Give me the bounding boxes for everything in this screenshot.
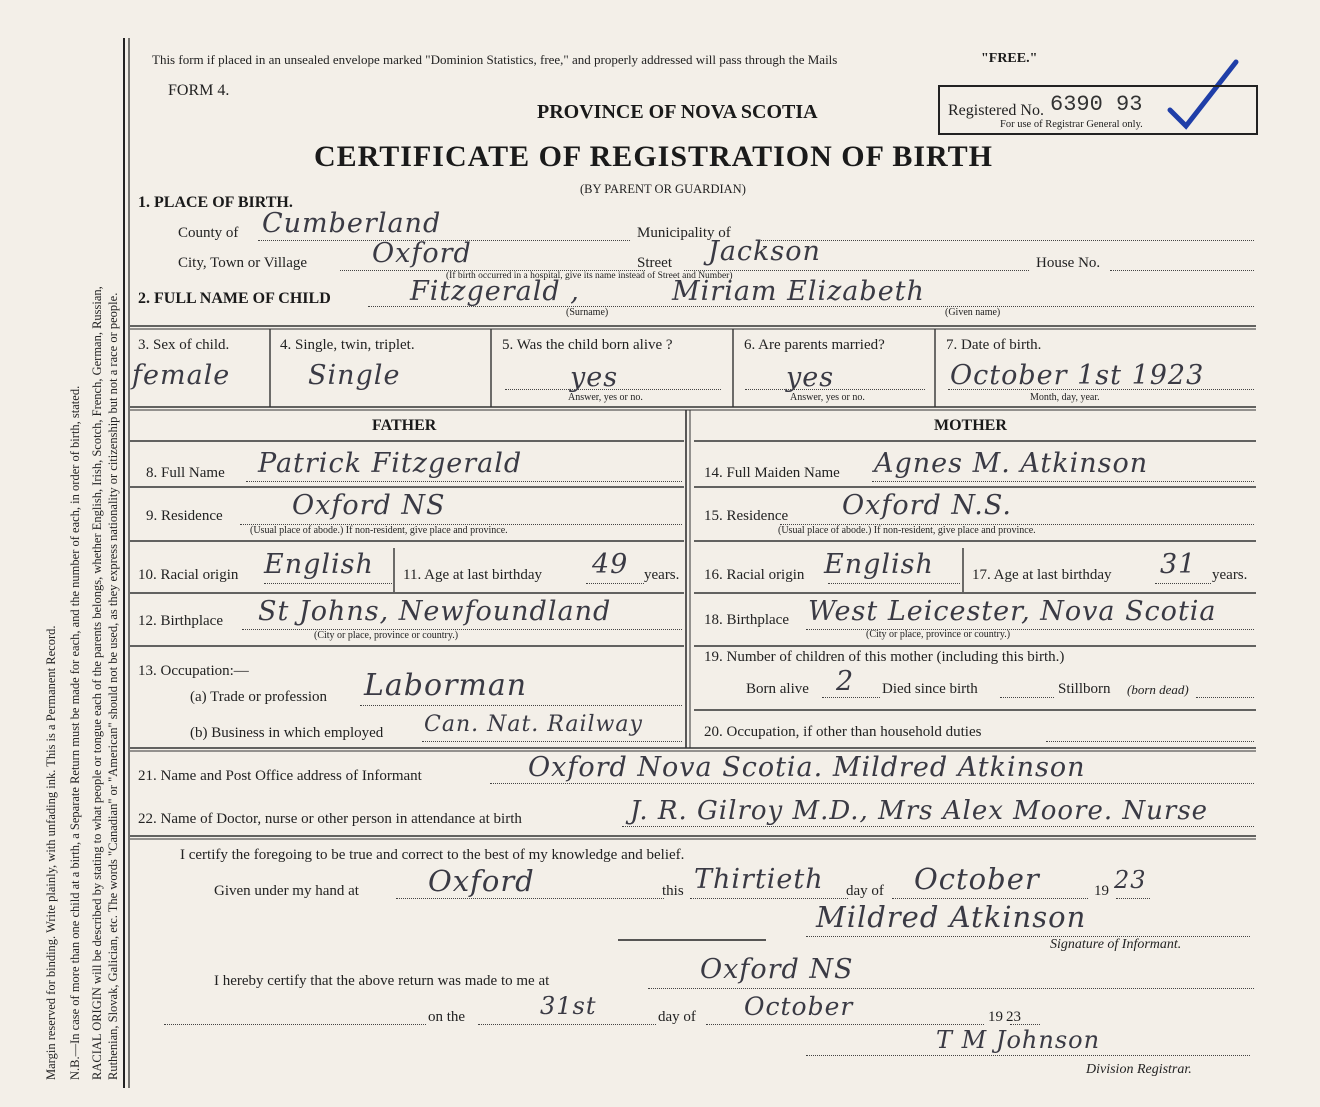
dob-caption: Month, day, year. xyxy=(1030,392,1100,403)
sex-value: female xyxy=(132,360,231,391)
mother-age-value: 31 xyxy=(1160,549,1197,580)
on-the-label: on the xyxy=(428,1009,466,1025)
registrar-year-value: 23 xyxy=(1006,1009,1021,1025)
registrar-statement: I hereby certify that the above return was made to me at xyxy=(214,973,550,989)
mother-residence-label: 15. Residence xyxy=(704,508,789,524)
mother-occupation-label: 20. Occupation, if other than household duties xyxy=(704,724,982,740)
mother-racial-label: 16. Racial origin xyxy=(704,567,805,583)
registrar-day-of-label: day of xyxy=(658,1009,696,1025)
mail-notice: This form if placed in an unsealed envelope marked "Dominion Statistics, free," and properly addressed will pass through the Mails xyxy=(152,52,838,67)
year-prefix: 19 xyxy=(1094,883,1109,899)
alive-label: 5. Was the child born alive ? xyxy=(502,337,673,353)
dob-value: October 1st 1923 xyxy=(950,360,1205,391)
mother-birthplace-value: West Leicester, Nova Scotia xyxy=(808,596,1217,627)
informant-signature: Mildred Atkinson xyxy=(816,900,1087,934)
certificate-subtitle: (BY PARENT OR GUARDIAN) xyxy=(580,182,746,196)
city-label: City, Town or Village xyxy=(178,255,308,271)
informant-signature-caption: Signature of Informant. xyxy=(1050,937,1182,952)
father-birthplace-label: 12. Birthplace xyxy=(138,613,223,629)
racial-origin-note-1: RACIAL ORIGIN will be described by stating to what people or tongue each of the parents belongs, whether English, Irish, Scotch, French, German, Russian, xyxy=(90,286,104,1080)
father-name-label: 8. Full Name xyxy=(146,465,225,481)
business-value: Can. Nat. Railway xyxy=(424,712,643,737)
given-caption: (Given name) xyxy=(945,307,1001,318)
father-residence-label: 9. Residence xyxy=(146,508,223,524)
mother-age-label: 17. Age at last birthday xyxy=(972,567,1112,583)
street-label: Street xyxy=(637,255,672,271)
given-year-value: 23 xyxy=(1114,866,1147,894)
dob-label: 7. Date of birth. xyxy=(946,337,1042,353)
racial-origin-note-2: Ruthenian, Slovak, Galician, etc. The words "Canadian" or "American" should not be used, as they express nationality or citizenship but not a race or people. xyxy=(106,292,120,1080)
father-racial-value: English xyxy=(264,549,374,580)
married-caption: Answer, yes or no. xyxy=(790,392,865,403)
alive-value: yes xyxy=(570,362,619,393)
registrar-signature: T M Johnson xyxy=(936,1026,1101,1054)
surname-caption: (Surname) xyxy=(566,307,609,318)
registrar-day-value: 31st xyxy=(540,992,597,1020)
died-label: Died since birth xyxy=(882,681,978,697)
mother-residence-value: Oxford N.S. xyxy=(842,490,1012,521)
father-racial-label: 10. Racial origin xyxy=(138,567,239,583)
registrar-month-value: October xyxy=(744,992,854,1021)
children-count-label: 19. Number of children of this mother (including this birth.) xyxy=(704,649,1065,665)
child-name-label: 2. FULL NAME OF CHILD xyxy=(138,290,331,307)
given-day-value: Thirtieth xyxy=(694,864,824,895)
father-residence-value: Oxford NS xyxy=(292,490,446,521)
trade-label: (a) Trade or profession xyxy=(190,689,328,705)
nb-note: N.B.—In case of more than one child at a birth, a Separate Return must be made for each, and the number of each, in order of birth, stated. xyxy=(68,385,82,1080)
plurality-label: 4. Single, twin, triplet. xyxy=(280,337,415,353)
father-age-label: 11. Age at last birthday xyxy=(403,567,542,583)
hospital-note: (If birth occurred in a hospital, give its name instead of Street and Number) xyxy=(446,271,733,281)
house-label: House No. xyxy=(1036,255,1101,271)
city-value: Oxford xyxy=(372,238,472,269)
mother-years: years. xyxy=(1212,567,1248,583)
alive-caption: Answer, yes or no. xyxy=(568,392,643,403)
mother-name-label: 14. Full Maiden Name xyxy=(704,465,840,481)
father-age-value: 49 xyxy=(592,549,629,580)
mother-residence-caption: (Usual place of abode.) If non-resident, give place and province. xyxy=(778,525,1036,536)
registrar-note: For use of Registrar General only. xyxy=(1000,119,1143,130)
municipality-label: Municipality of xyxy=(637,225,731,241)
certificate-title: CERTIFICATE OF REGISTRATION OF BIRTH xyxy=(314,140,993,173)
county-value: Cumberland xyxy=(262,208,442,239)
mail-free: "FREE." xyxy=(981,51,1038,66)
born-alive-value: 2 xyxy=(836,666,855,697)
father-birthplace-value: St Johns, Newfoundland xyxy=(258,596,612,627)
father-birthplace-caption: (City or place, province or country.) xyxy=(314,630,459,641)
margin-note: Margin reserved for binding. Write plainly, with unfading ink. This is a Permanent Record. xyxy=(44,625,58,1080)
occupation-label: 13. Occupation:— xyxy=(138,663,249,679)
given-place-value: Oxford xyxy=(428,864,535,898)
born-alive-label: Born alive xyxy=(746,681,809,697)
business-label: (b) Business in which employed xyxy=(190,725,384,741)
certification-statement: I certify the foregoing to be true and correct to the best of my knowledge and belief. xyxy=(180,847,685,863)
father-years: years. xyxy=(644,567,680,583)
doctor-label: 22. Name of Doctor, nurse or other person in attendance at birth xyxy=(138,811,522,827)
father-residence-caption: (Usual place of abode.) If non-resident, give place and province. xyxy=(250,525,508,536)
given-under-hand-label: Given under my hand at xyxy=(214,883,359,899)
registrar-year-prefix: 19 xyxy=(988,1009,1003,1025)
father-name-value: Patrick Fitzgerald xyxy=(258,448,523,479)
stillborn-label: Stillborn xyxy=(1058,681,1111,697)
mother-racial-value: English xyxy=(824,549,934,580)
county-label: County of xyxy=(178,225,239,241)
mother-birthplace-caption: (City or place, province or country.) xyxy=(866,629,1011,640)
registrar-place-value: Oxford NS xyxy=(700,954,854,985)
child-given-name: Miriam Elizabeth xyxy=(672,276,925,307)
registered-number: 6390 93 xyxy=(1050,92,1143,117)
informant-value: Oxford Nova Scotia. Mildred Atkinson xyxy=(528,752,1086,783)
child-surname: Fitzgerald , xyxy=(410,276,580,307)
province-heading: PROVINCE OF NOVA SCOTIA xyxy=(537,101,818,123)
this-label: this xyxy=(662,883,684,899)
informant-label: 21. Name and Post Office address of Informant xyxy=(138,768,422,784)
trade-value: Laborman xyxy=(364,668,528,703)
given-month-value: October xyxy=(914,862,1040,896)
day-of-label: day of xyxy=(846,883,884,899)
father-heading: FATHER xyxy=(372,417,437,434)
stillborn-note: (born dead) xyxy=(1127,682,1189,697)
married-value: yes xyxy=(786,362,835,393)
registrar-signature-caption: Division Registrar. xyxy=(1086,1062,1192,1077)
mother-birthplace-label: 18. Birthplace xyxy=(704,612,789,628)
plurality-value: Single xyxy=(308,360,401,391)
married-label: 6. Are parents married? xyxy=(744,337,885,353)
registered-label: Registered No. xyxy=(948,102,1044,119)
doctor-value: J. R. Gilroy M.D., Mrs Alex Moore. Nurse xyxy=(630,796,1209,826)
place-of-birth-heading: 1. PLACE OF BIRTH. xyxy=(138,194,293,211)
mother-heading: MOTHER xyxy=(934,417,1007,434)
sex-label: 3. Sex of child. xyxy=(138,337,230,353)
mother-name-value: Agnes M. Atkinson xyxy=(874,448,1149,479)
form-number: FORM 4. xyxy=(168,82,230,99)
street-value: Jackson xyxy=(708,236,821,267)
